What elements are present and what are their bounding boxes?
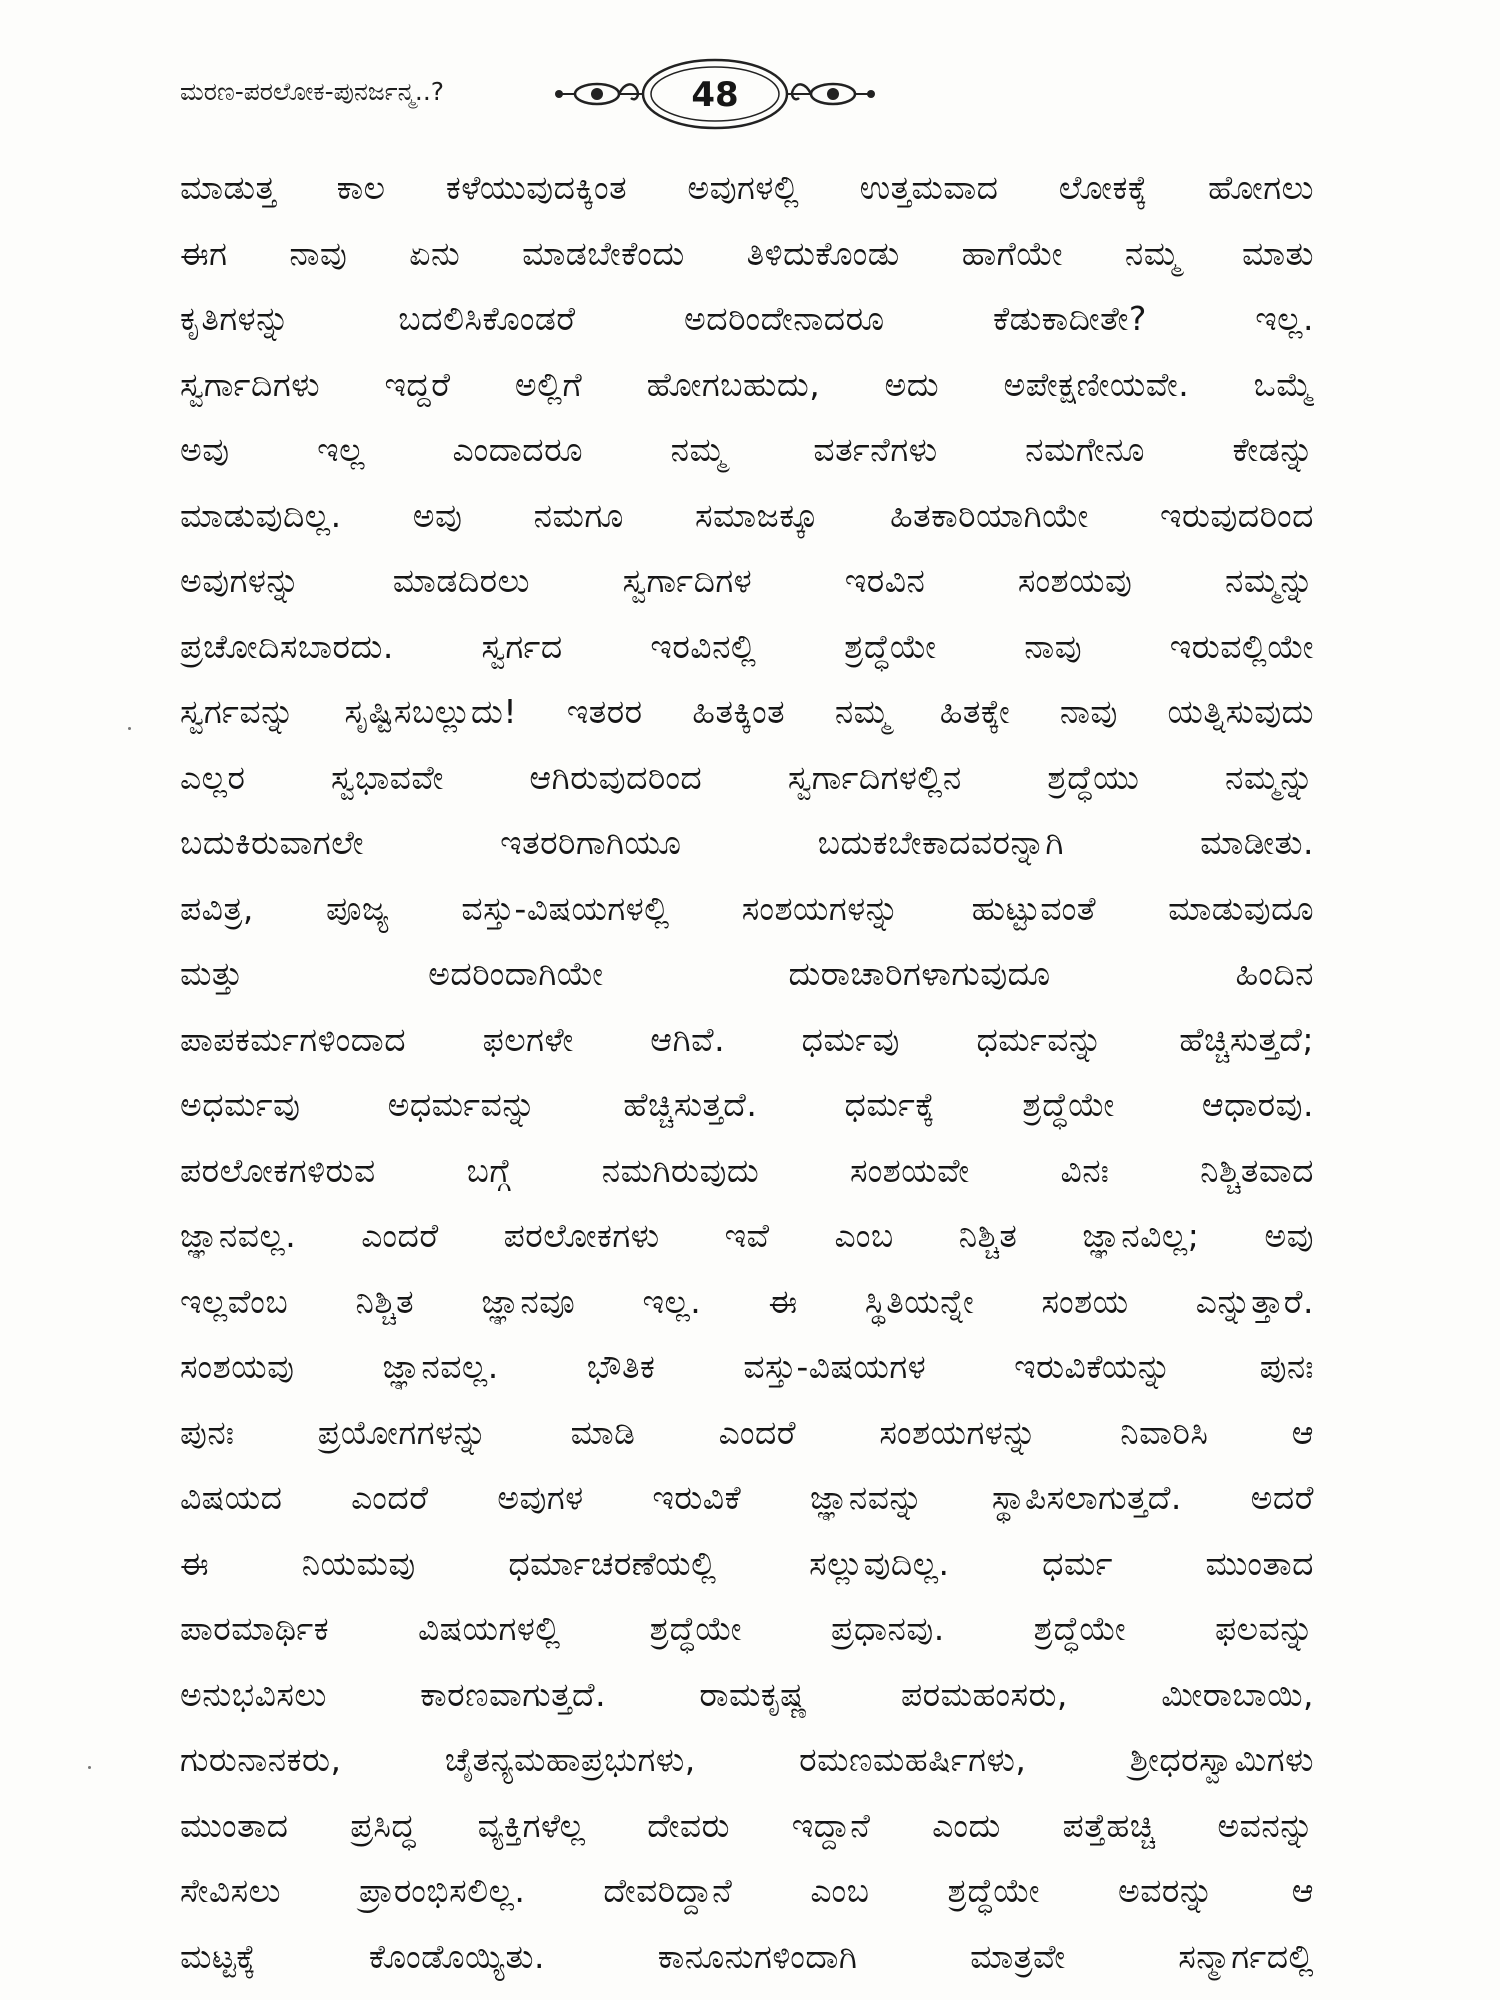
text-line: ಮತ್ತು ಅದರಿಂದಾಗಿಯೇ ದುರಾಚಾರಿಗಳಾಗುವುದೂ ಹಿಂದಿನ [180,954,1314,993]
text-line: ಬದುಕಿರುವಾಗಲೇ ಇತರರಿಗಾಗಿಯೂ ಬದುಕಬೇಕಾದವರನ್ನಾಗಿ ಮಾಡೀತು. [180,823,1314,862]
text-line: ವಿಷಯದ ಎಂದರೆ ಅವುಗಳ ಇರುವಿಕೆ ಜ್ಞಾನವನ್ನು ಸ್ಥಾಪಿಸಲಾಗುತ್ತದೆ. ಅದರೆ [180,1478,1314,1517]
text-line: ಕೃತಿಗಳನ್ನು ಬದಲಿಸಿಕೊಂಡರೆ ಅದರಿಂದೇನಾದರೂ ಕೆಡುಕಾದೀತೇ? ಇಲ್ಲ. [180,299,1314,338]
scan-speck [128,727,131,730]
text-line: ಮಾಡುವುದಿಲ್ಲ. ಅವು ನಮಗೂ ಸಮಾಜಕ್ಕೂ ಹಿತಕಾರಿಯಾಗಿಯೇ ಇರುವುದರಿಂದ [180,495,1314,535]
text-line: ಅವುಗಳನ್ನು ಮಾಡದಿರಲು ಸ್ವರ್ಗಾದಿಗಳ ಇರವಿನ ಸಂಶಯವು ನಮ್ಮನ್ನು [180,561,1314,600]
text-line: ಎಲ್ಲರ ಸ್ವಭಾವವೇ ಆಗಿರುವುದರಿಂದ ಸ್ವರ್ಗಾದಿಗಳಲ್ಲಿನ ಶ್ರದ್ಧೆಯು ನಮ್ಮನ್ನು [180,757,1314,797]
text-line: ಜ್ಞಾನವಲ್ಲ. ಎಂದರೆ ಪರಲೋಕಗಳು ಇವೆ ಎಂಬ ನಿಶ್ಚಿತ ಜ್ಞಾನವಿಲ್ಲ; ಅವು [180,1216,1314,1255]
text-line: ಗುರುನಾನಕರು, ಚೈತನ್ಯಮಹಾಪ್ರಭುಗಳು, ರಮಣಮಹರ್ಷಿಗಳು, ಶ್ರೀಧರಸ್ವಾಮಿಗಳು [180,1740,1314,1779]
text-line: ಪಾರಮಾರ್ಥಿಕ ವಿಷಯಗಳಲ್ಲಿ ಶ್ರದ್ಧೆಯೇ ಪ್ರಧಾನವು. ಶ್ರದ್ಧೆಯೇ ಫಲವನ್ನು [180,1609,1314,1648]
text-line: ಅನುಭವಿಸಲು ಕಾರಣವಾಗುತ್ತದೆ. ರಾಮಕೃಷ್ಣ ಪರಮಹಂಸರು, ಮೀರಾಬಾಯಿ, [180,1674,1314,1714]
text-line: ಮಟ್ಟಕ್ಕೆ ಕೊಂಡೊಯ್ಯಿತು. ಕಾನೂನುಗಳಿಂದಾಗಿ ಮಾತ್ರವೇ ಸನ್ಮಾರ್ಗದಲ್ಲಿ [180,1936,1314,1976]
text-line: ಸೇವಿಸಲು ಪ್ರಾರಂಭಿಸಲಿಲ್ಲ. ದೇವರಿದ್ದಾನೆ ಎಂಬ ಶ್ರದ್ಧೆಯೇ ಅವರನ್ನು ಆ [180,1871,1314,1910]
text-line: ಪ್ರಚೋದಿಸಬಾರದು. ಸ್ವರ್ಗದ ಇರವಿನಲ್ಲಿ ಶ್ರದ್ಧೆಯೇ ನಾವು ಇರುವಲ್ಲಿಯೇ [180,626,1314,666]
text-line: ಪಾಪಕರ್ಮಗಳಿಂದಾದ ಫಲಗಳೇ ಆಗಿವೆ. ಧರ್ಮವು ಧರ್ಮವನ್ನು ಹೆಚ್ಚಿಸುತ್ತದೆ; [180,1019,1314,1059]
body-text [180,155,1314,1989]
text-line: ಸಂಶಯವು ಜ್ಞಾನವಲ್ಲ. ಭೌತಿಕ ವಸ್ತು-ವಿಷಯಗಳ ಇರುವಿಕೆಯನ್ನು ಪುನಃ [180,1347,1314,1386]
text-line: ಅವು ಇಲ್ಲ ಎಂದಾದರೂ ನಮ್ಮ ವರ್ತನೆಗಳು ನಮಗೇನೂ ಕೇಡನ್ನು [180,430,1314,469]
text-line: ಇಲ್ಲವೆಂಬ ನಿಶ್ಚಿತ ಜ್ಞಾನವೂ ಇಲ್ಲ. ಈ ಸ್ಥಿತಿಯನ್ನೇ ಸಂಶಯ ಎನ್ನುತ್ತಾರೆ. [180,1281,1314,1321]
running-title: ಮರಣ-ಪರಲೋಕ-ಪುನರ್ಜನ್ಮ..? [180,77,445,106]
text-line: ಮುಂತಾದ ಪ್ರಸಿದ್ಧ ವ್ಯಕ್ತಿಗಳೆಲ್ಲ ದೇವರು ಇದ್ದಾನೆ ಎಂದು ಪತ್ತೆಹಚ್ಚಿ ಅವನನ್ನು [180,1805,1314,1845]
ornament-dot-left [555,90,563,98]
text-line: ಪರಲೋಕಗಳಿರುವ ಬಗ್ಗೆ ನಮಗಿರುವುದು ಸಂಶಯವೇ ವಿನಃ ನಿಶ್ಚಿತವಾದ [180,1150,1314,1190]
text-line: ಮಾಡುತ್ತ ಕಾಲ ಕಳೆಯುವುದಕ್ಕಿಂತ ಅವುಗಳಲ್ಲಿ ಉತ್ತಮವಾದ ಲೋಕಕ್ಕೆ ಹೋಗಲು [180,168,1314,207]
scan-speck [88,1766,91,1769]
text-line: ಪುನಃ ಪ್ರಯೋಗಗಳನ್ನು ಮಾಡಿ ಎಂದರೆ ಸಂಶಯಗಳನ್ನು ನಿವಾರಿಸಿ ಆ [180,1412,1314,1452]
page-number: 48 [691,75,739,115]
text-line: ಸ್ವರ್ಗಾದಿಗಳು ಇದ್ದರೆ ಅಲ್ಲಿಗೆ ಹೋಗಬಹುದು, ಅದು ಅಪೇಕ್ಷಣೀಯವೇ. ಒಮ್ಮೆ [180,364,1314,404]
text-line: ಈ ನಿಯಮವು ಧರ್ಮಾಚರಣೆಯಲ್ಲಿ ಸಲ್ಲುವುದಿಲ್ಲ. ಧರ್ಮ ಮುಂತಾದ [180,1543,1314,1583]
ornament-dot-right [867,90,875,98]
text-line: ಈಗ ನಾವು ಏನು ಮಾಡಬೇಕೆಂದು ತಿಳಿದುಕೊಂಡು ಹಾಗೆಯೇ ನಮ್ಮ ಮಾತು [180,233,1314,273]
text-line: ಸ್ವರ್ಗವನ್ನು ಸೃಷ್ಟಿಸಬಲ್ಲುದು! ಇತರರ ಹಿತಕ್ಕಿಂತ ನಮ್ಮ ಹಿತಕ್ಕೇ ನಾವು ಯತ್ನಿಸುವುದು [180,692,1314,731]
text-line: ಅಧರ್ಮವು ಅಧರ್ಮವನ್ನು ಹೆಚ್ಚಿಸುತ್ತದೆ. ಧರ್ಮಕ್ಕೆ ಶ್ರದ್ಧೆಯೇ ಆಧಾರವು. [180,1085,1314,1124]
page-number-ornament [545,52,885,136]
text-line: ಪವಿತ್ರ, ಪೂಜ್ಯ ವಸ್ತು-ವಿಷಯಗಳಲ್ಲಿ ಸಂಶಯಗಳನ್ನು ಹುಟ್ಟುವಂತೆ ಮಾಡುವುದೂ [180,888,1314,928]
